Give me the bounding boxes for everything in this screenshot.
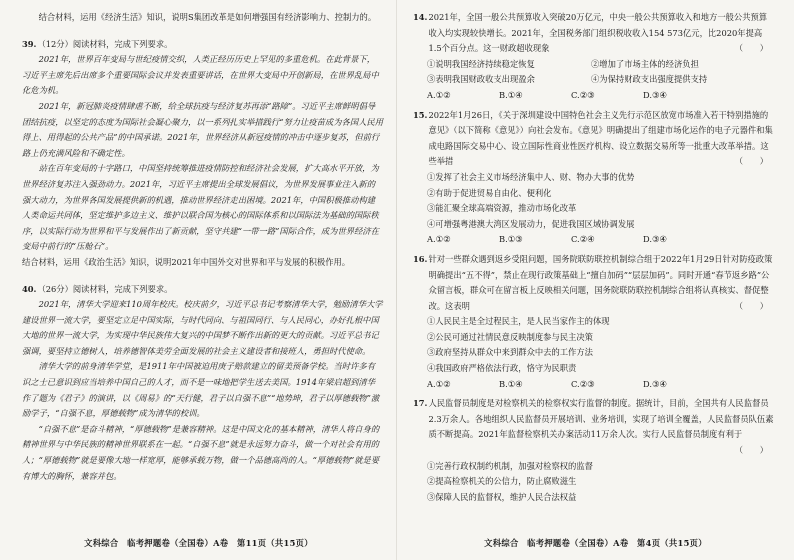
q15-option-3: ③能汇聚全球高端资源，推动市场化改革 — [427, 203, 577, 214]
q16-number: 16. — [413, 253, 428, 264]
q15-choice-d[interactable]: D.③④ — [643, 234, 667, 245]
q14-choice-d[interactable]: D.③④ — [643, 89, 667, 100]
q16-stem: 针对一些群众遇到返乡受阻问题，国务院联防联控机制综合组于2022年1月29日针对防疫政策明确提出“五不得”，禁止在现行政策基础上“擅自加码”“层层加码”。同时开通“春节返乡路”公众留言板，群众可在留言板上反映相关问题，国务院联防联控机制综合组将认真核实、督促整改。这表明 — [428, 253, 773, 311]
q17-option-1: ①完善行政权制约机制，加强对检察权的监督 — [427, 460, 593, 471]
q40-number: 40. — [22, 283, 37, 294]
question-15 — [413, 108, 774, 248]
q17-stem: 人民监督员制度是对检察机关的检察权实行监督的制度。据统计，目前，全国共有人民监督员2.3万余人。各地组织人民监督员开展培训、业务培训，实现了培训全覆盖，人民监督员队伍素质不断提高。2021年监督检察机关办案活动11万余人次。实行人民监督员制度有利于 — [428, 398, 774, 440]
q40-heading: （26分）阅读材料，完成下列要求。 — [37, 283, 173, 294]
q16-choice-d[interactable]: D.③④ — [643, 378, 667, 389]
question-39 — [22, 37, 383, 271]
q39-task: 结合材料，运用《政治生活》知识，说明2021年中国外交对世界和平与发展的积极作用。 — [22, 256, 351, 267]
q14-number: 14. — [413, 12, 428, 22]
q16-choice-c[interactable]: C.②③ — [571, 378, 595, 389]
q14-choice-b[interactable]: B.①④ — [499, 89, 523, 100]
question-14 — [413, 10, 774, 104]
question-17 — [413, 396, 774, 505]
q14-answer-paren: （ ） — [734, 43, 768, 54]
q39-material-1: 2021年，世界百年变局与世纪疫情交织，人类正经历历史上罕见的多重危机。在此背景下，习近平主席先后出席多个重要国际会议并发表重要讲话，在世界大变局中开创新局，在世界乱局中化危为机。 — [22, 54, 379, 96]
q16-choice-a[interactable]: A.①② — [427, 378, 451, 389]
q39-heading: （12分）阅读材料，完成下列要求。 — [37, 38, 173, 49]
q17-number: 17. — [413, 398, 428, 409]
q15-choice-a[interactable]: A.①② — [427, 234, 451, 245]
q17-option-3: ③保障人民的监督权，维护人民合法权益 — [427, 491, 577, 502]
q14-option-4: ④为保持财政支出强度提供支持 — [591, 74, 708, 85]
q15-option-1: ①发挥了社会主义市场经济集中人、财、物办大事的优势 — [427, 171, 635, 182]
q16-option-4: ④我国政府严格依法行政，恪守为民职责 — [427, 363, 577, 374]
q14-option-2: ②增加了市场主体的经济负担 — [591, 58, 699, 69]
q14-stem: 2021年，全国一般公共预算收入突破20万亿元，中央一般公共预算收入和地方一般公共预算收入均实现较快增长。2021年，全国税务部门组织税收收入154 573亿元，比2020年提高1.5个百分点。这一财政超收现象 — [428, 12, 768, 54]
q17-answer-paren: （ ） — [734, 445, 768, 456]
q40-material-3: “自强不息”是奋斗精神，“厚德载物”是兼容精神。这是中国文化的基本精神，清华人将自身的精神世界与中华民族的精神世界联系在一起。“自强不息”就是永远努力奋斗，做一个对社会有用的人；“厚德载物”就是要像大地一样宽厚，能够承载万物，做一个品德高尚的人。“厚德载物”就是要有博大的胸怀，兼容并包。 — [22, 423, 380, 481]
q40-material-1: 2021年，清华大学迎来110周年校庆。校庆前夕，习近平总书记考察清华大学，勉励清华大学建设世界一流大学，要坚定立足中国实际，与时代同向、与祖国同行、与人民同心，办好扎根中国大地的世界一流大学，为实现中华民族伟大复兴的中国梦不断作出新的更大的贡献。习近平总书记强调，要坚持立德树人，培养德智体美劳全面发展的社会主义建设者和接班人，勇担时代使命。 — [22, 299, 383, 356]
q39-material-3: 站在百年变局的十字路口，中国坚持统筹推进疫情防控和经济社会发展，扩大高水平开放，为世界经济复苏注入强劲动力。2021年，习近平主席提出全球发展倡议，为世界发展事业注入新的强大动力，为世界各国发展提供新的机遇，推动世界经济走出困境。2021年，中国积极推动构建人类命运共同体，坚定维护多边主义、维护以联合国为核心的国际体系和以国际法为基础的国际秩序，以实际行动为世界和平与发展作出了新贡献，坚守共建“一带一路”国际合作，成为世界经济在变局中前行的“压舱石”。 — [22, 163, 379, 252]
q15-option-2: ②有助于促进贸易自由化、便利化 — [427, 187, 552, 198]
q14-choice-c[interactable]: C.②③ — [571, 89, 595, 100]
q39-material-2: 2021年，新冠肺炎疫情肆虐不断，给全球抗疫与经济复苏再添“路障”。习近平主席鲜明倡导团结抗疫，以坚定的态度为国际社会凝心聚力，以一系列扎实举措践行“努力让疫苗成为各国人民用得上、用得起的公共产品”的中国承诺。2021年，世界经济从新冠疫情的冲击中逐步复苏，但前行路上仍充满风险和不确定性。 — [22, 100, 384, 158]
q15-choice-b[interactable]: B.①③ — [499, 234, 523, 245]
page-right — [397, 0, 794, 560]
page-footer-right: 文科综合 临考押题卷（全国卷）A卷 第4页（共15页） — [484, 538, 707, 549]
q16-choice-b[interactable]: B.①④ — [499, 378, 523, 389]
page-footer-left: 文科综合 临考押题卷（全国卷）A卷 第11页（共15页） — [84, 538, 313, 549]
q17-option-2: ②提高检察机关的公信力，防止腐败滋生 — [427, 476, 577, 487]
q15-option-4: ④可增强粤港澳大湾区发展动力，促进我国区域协调发展 — [427, 218, 635, 229]
q14-option-3: ③表明我国财政收支出现盈余 — [427, 74, 535, 85]
q16-option-1: ①人民民主是全过程民主，是人民当家作主的体现 — [427, 316, 610, 327]
q16-option-3: ③政府坚持从群众中来到群众中去的工作方法 — [427, 347, 593, 358]
q14-choice-a[interactable]: A.①② — [427, 89, 451, 100]
q15-answer-paren: （ ） — [734, 156, 768, 167]
q39-number: 39. — [22, 38, 37, 49]
q15-choice-c[interactable]: C.②④ — [571, 234, 595, 245]
q15-number: 15. — [413, 109, 428, 120]
q14-option-1: ①说明我国经济持续稳定恢复 — [427, 58, 535, 69]
q40-material-2: 清华大学的前身清华学堂，是1911年中国被迫用庚子赔款建立的留美预备学校。当时许多有识之士已意识到应当培养中国自己的人才，而不是一味地把学生送去美国。1914年梁启超到清华作了题为《君子》的演讲，以《周易》的“天行健，君子以自强不息”“地势坤，君子以厚德载物”激励学子，“自强不息，厚德载物”成为清华的校训。 — [22, 361, 380, 419]
question-40 — [22, 282, 383, 485]
q16-option-2: ②公民可通过社情民意反映制度参与民主决策 — [427, 331, 593, 342]
q38-task: 结合材料，运用《经济生活》知识，说明S集团改革是如何增强国有经济影响力、控制力的。 — [38, 12, 377, 22]
q16-answer-paren: （ ） — [734, 300, 768, 311]
question-16 — [413, 252, 774, 392]
q15-stem: 2022年1月26日，《关于深圳建设中国特色社会主义先行示范区放宽市场准入若干特别措施的意见》（以下简称《意见》）向社会发布。《意见》明确提出了组建市场化运作的电子元器件和集成电路国际交易中心、设立国际性商业性医疗机构、设立数据交易所等一批重大改革举措。这些举措 — [428, 109, 773, 167]
